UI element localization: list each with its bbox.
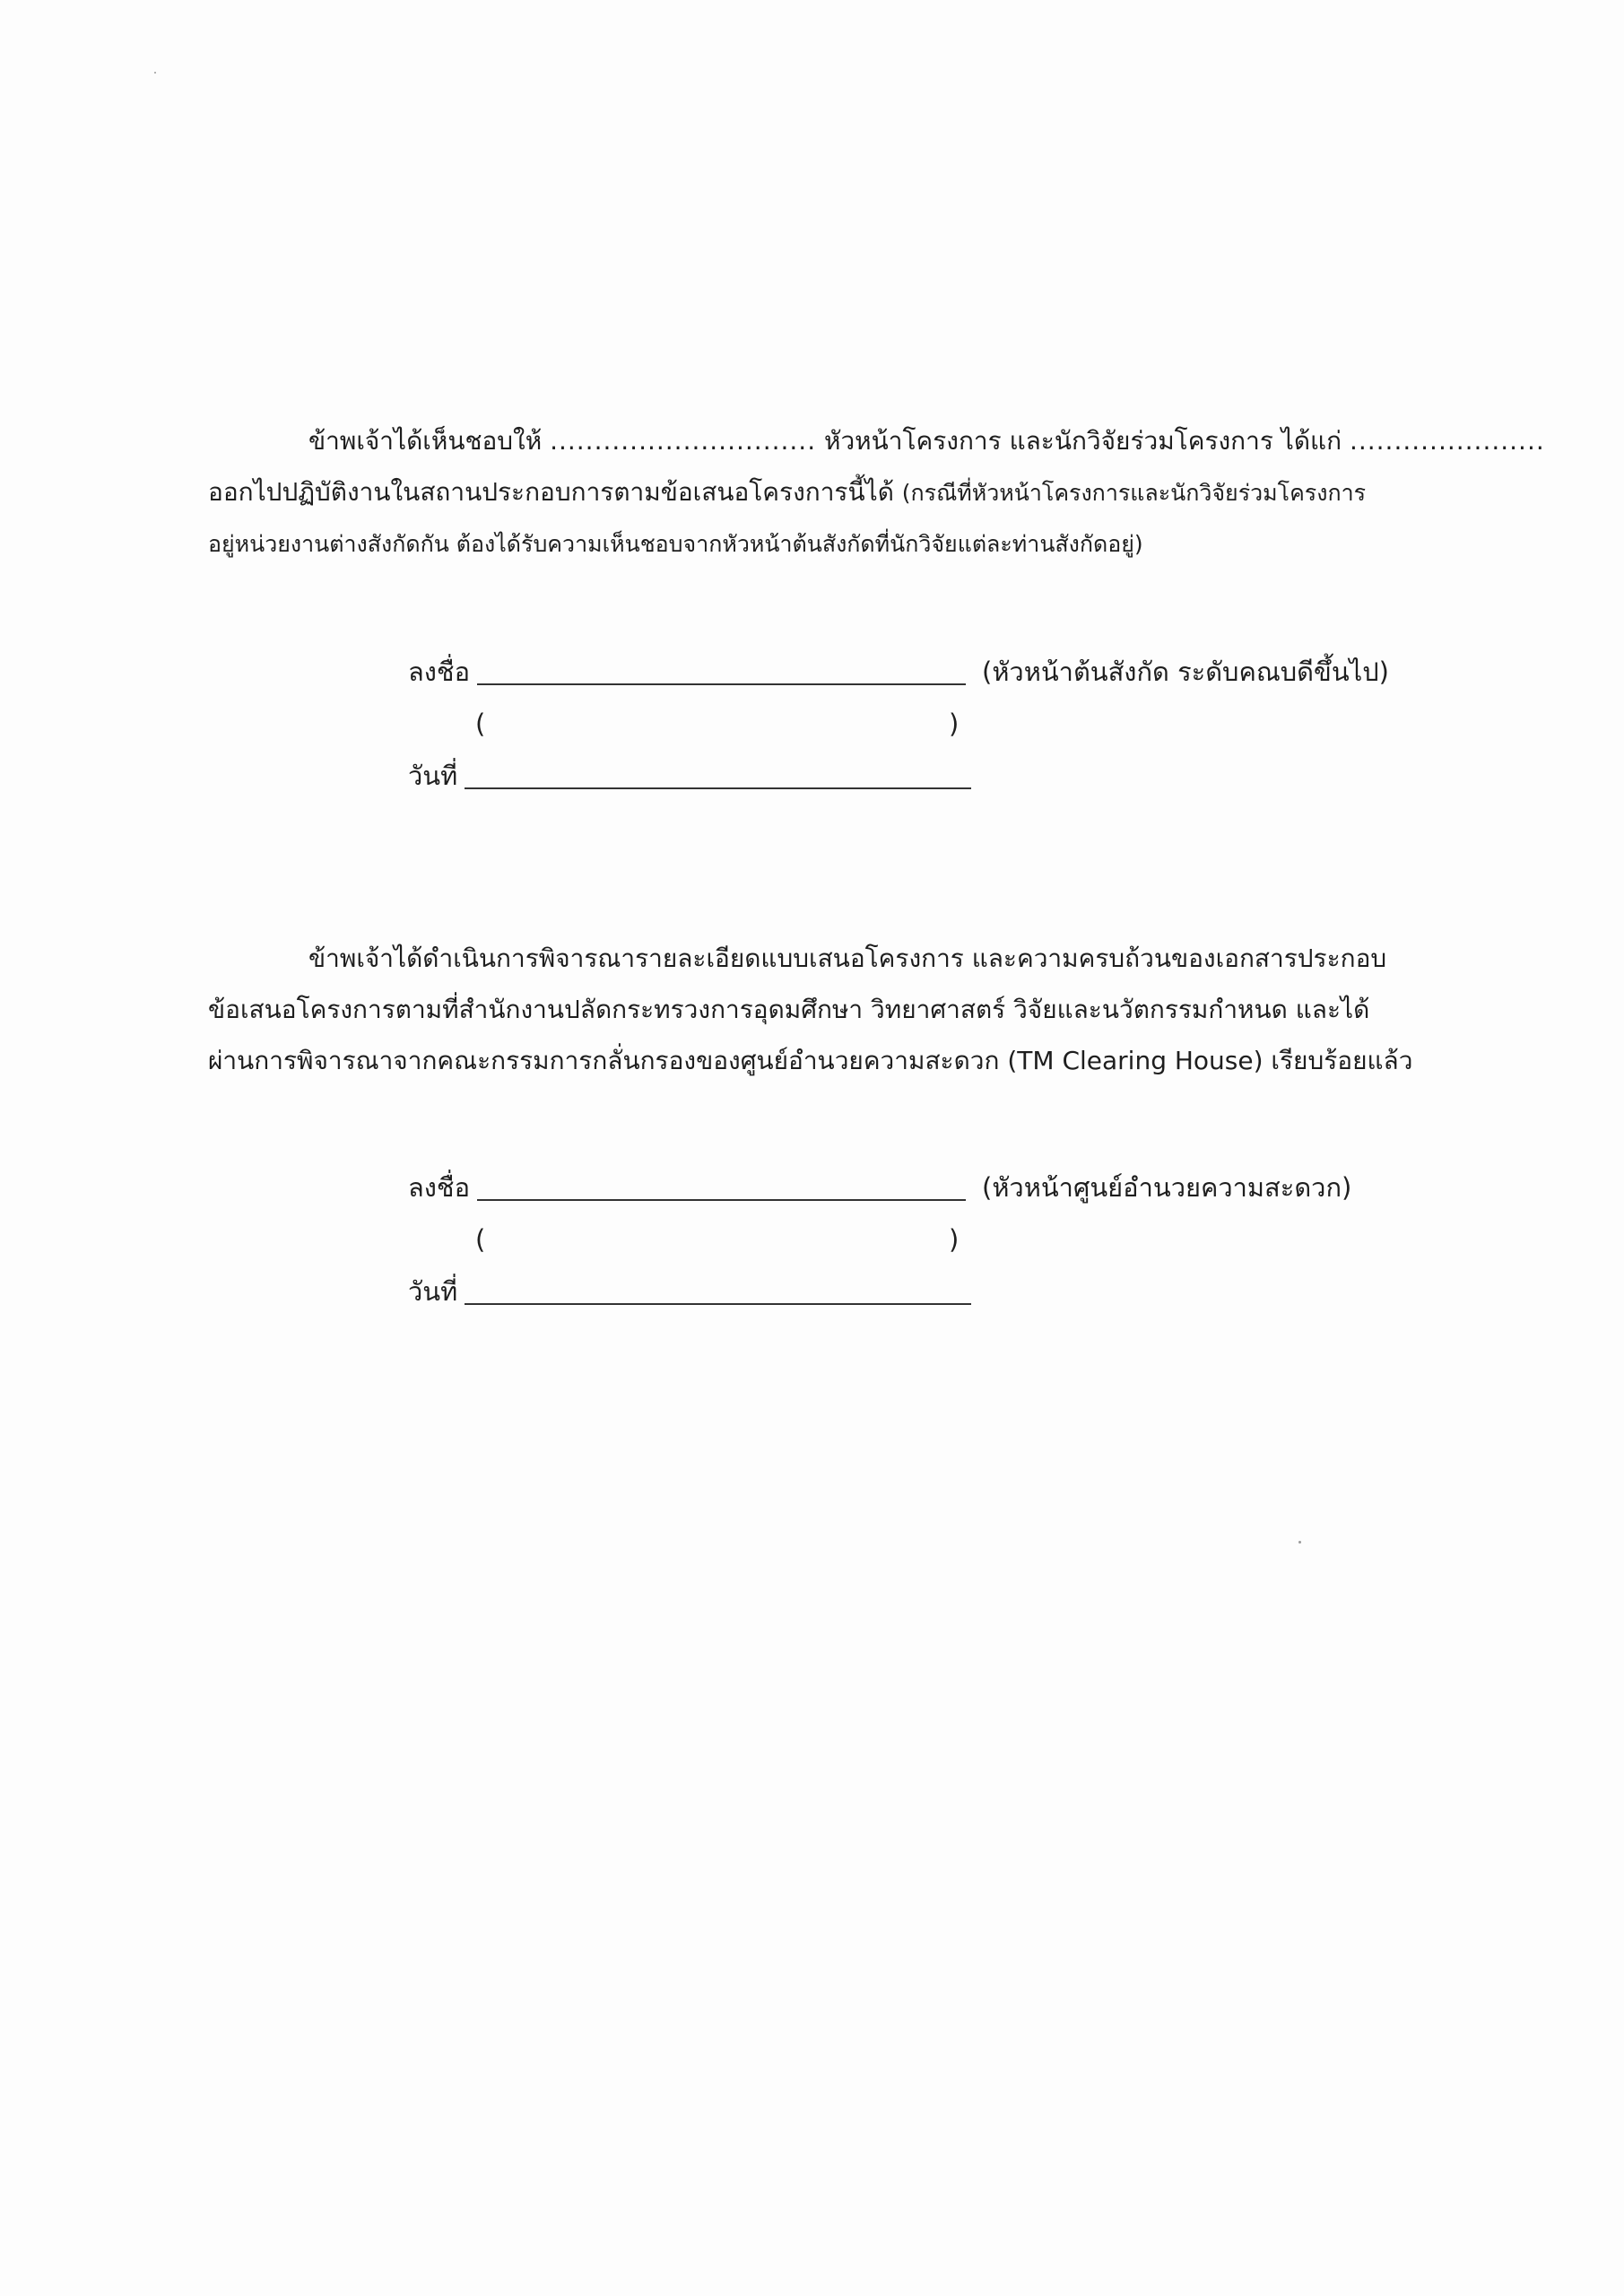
sign-label: ลงชื่อ xyxy=(408,1172,471,1203)
paren-open: ( xyxy=(475,1224,486,1255)
date-line[interactable] xyxy=(465,787,971,789)
date-line[interactable] xyxy=(465,1303,971,1305)
approval-line-2-note: (กรณีที่หัวหน้าโครงการและนักวิจัยร่วมโครงการ xyxy=(901,480,1367,506)
scan-speck xyxy=(1298,1541,1301,1544)
signer-role: (หัวหน้าศูนย์อำนวยความสะดวก) xyxy=(982,1172,1352,1203)
review-paragraph xyxy=(208,933,1499,1086)
date-label: วันที่ xyxy=(408,761,458,791)
sign-label: ลงชื่อ xyxy=(408,657,471,687)
approval-line-1-prefix: ข้าพเจ้าได้เห็นชอบให้ xyxy=(308,426,551,456)
approval-line-2 xyxy=(208,466,1499,518)
approval-line-2-main: ออกไปปฏิบัติงานในสถานประกอบการตามข้อเสนอโครงการนี้ได้ xyxy=(208,477,902,507)
review-line-3: ผ่านการพิจารณาจากคณะกรรมการกลั่นกรองของศูนย์อำนวยความสะดวก (TM Clearing House) เรียบร้อยแล้ว xyxy=(208,1046,1413,1075)
paren-close: ) xyxy=(949,1224,960,1255)
signer-role: (หัวหน้าต้นสังกัด ระดับคณบดีขึ้นไป) xyxy=(982,657,1389,687)
project-leader-blank[interactable]: .............................. xyxy=(550,426,817,456)
paren-close: ) xyxy=(949,709,960,739)
scan-speck xyxy=(154,72,156,74)
approval-line-1 xyxy=(208,415,1545,466)
co-researcher-blank[interactable]: ...................... xyxy=(1349,426,1545,456)
paren-open: ( xyxy=(475,709,486,739)
review-line-2: ข้อเสนอโครงการตามที่สำนักงานปลัดกระทรวงการอุดมศึกษา วิทยาศาสตร์ วิจัยและนวัตกรรมกำหนด และได้ xyxy=(208,995,1370,1024)
date-label: วันที่ xyxy=(408,1276,458,1307)
signature-line[interactable] xyxy=(477,683,966,685)
approval-line-1-middle: หัวหน้าโครงการ และนักวิจัยร่วมโครงการ ได้แก่ xyxy=(816,426,1350,456)
approval-line-3-note: อยู่หน่วยงานต่างสังกัดกัน ต้องได้รับความเห็นชอบจากหัวหน้าต้นสังกัดที่นักวิจัยแต่ละท่านสังกัดอยู่) xyxy=(208,531,1143,557)
signature-line[interactable] xyxy=(477,1199,966,1201)
approval-paragraph xyxy=(208,415,1545,570)
review-line-1: ข้าพเจ้าได้ดำเนินการพิจารณารายละเอียดแบบเสนอโครงการ และความครบถ้วนของเอกสารประกอบ xyxy=(308,944,1387,973)
